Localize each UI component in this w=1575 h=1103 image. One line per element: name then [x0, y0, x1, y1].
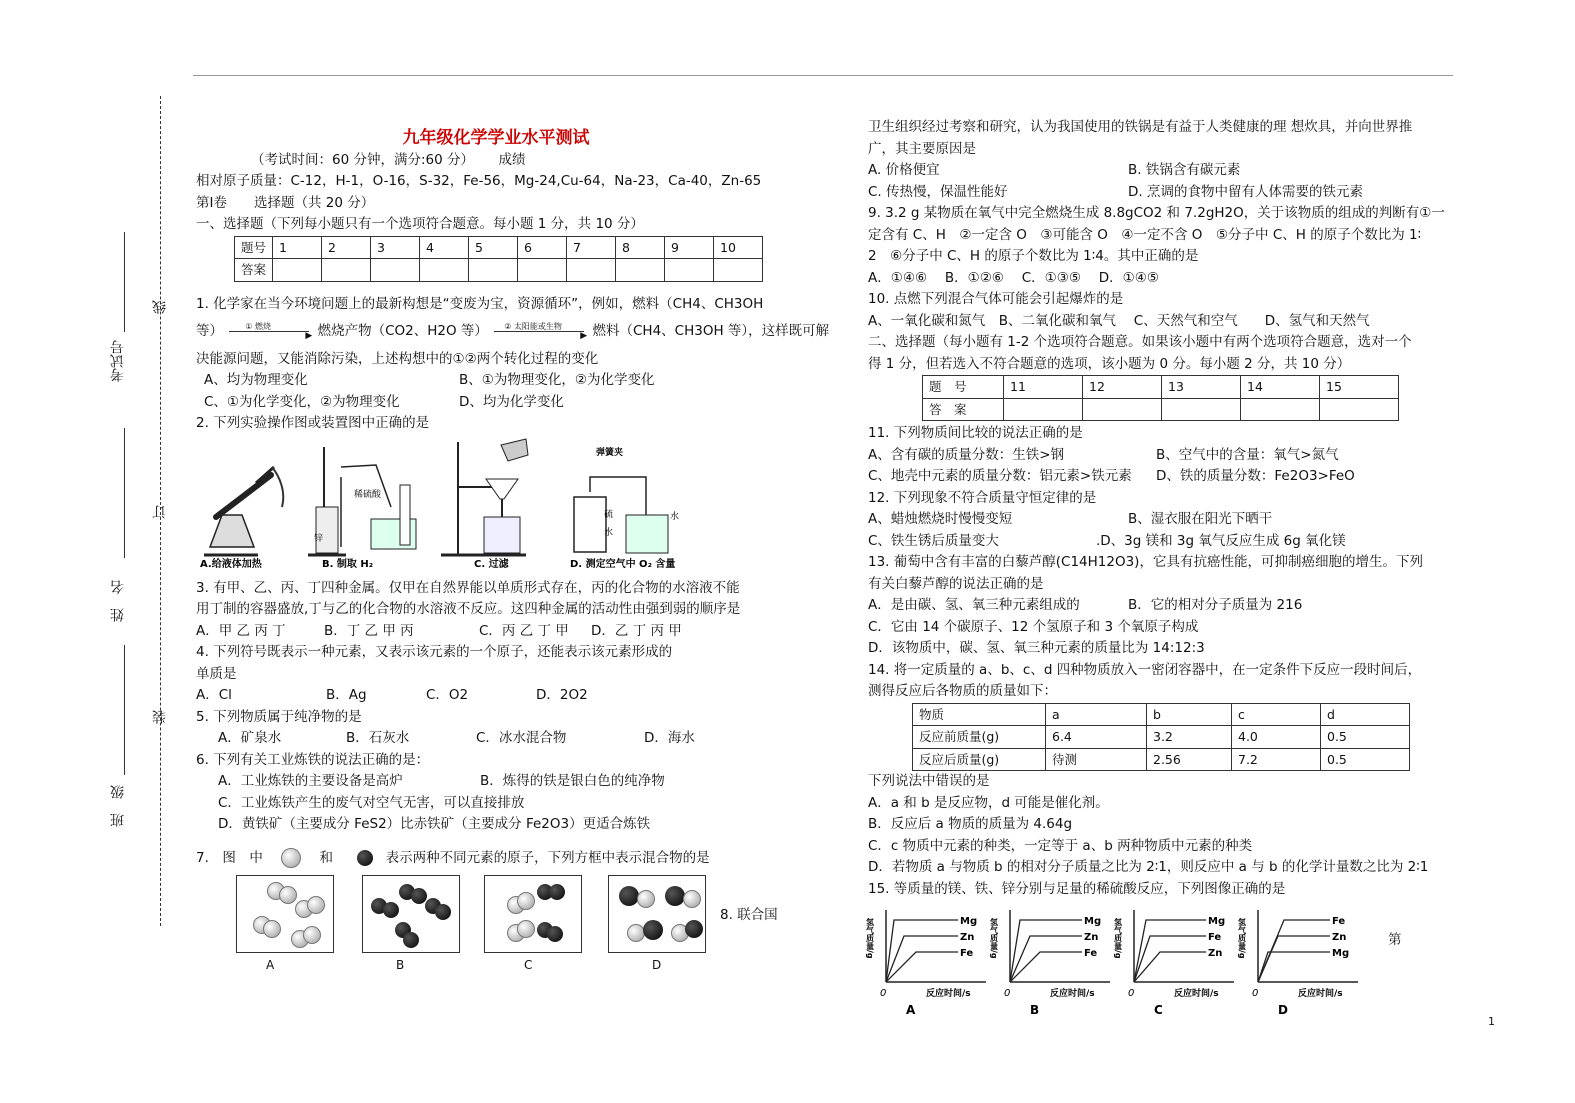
graph-label: C — [1154, 1003, 1163, 1017]
caption-d: D. 测定空气中 O₂ 含量 — [570, 558, 676, 570]
q6-stem: 6. 下列有关工业炼铁的说法正确的是： — [196, 751, 430, 768]
q10-options: A、一氧化碳和氮气 B、二氧化碳和氧气 C、天然气和空气 D、氢气和天然气 — [868, 312, 1370, 329]
table-cell: b — [1147, 703, 1232, 726]
option-d: D．乙 丁 丙 甲 — [591, 622, 682, 639]
curve-label: Mg — [1208, 916, 1226, 927]
q7-box-c — [484, 875, 582, 953]
x-axis-label: 反应时间/s — [1050, 989, 1095, 999]
answer-cell[interactable] — [273, 259, 322, 282]
table-cell: 13 — [1162, 376, 1241, 399]
zinc-label: 锌 — [314, 533, 324, 544]
answer-table-2 — [922, 375, 1399, 421]
table-cell: 4 — [420, 236, 469, 259]
table-cell: 3 — [371, 236, 420, 259]
name-label: 姓 名 — [110, 580, 126, 622]
q5-options — [196, 728, 796, 750]
water-label: 水 — [604, 527, 614, 538]
right-column — [865, 117, 1468, 1022]
caption-a: A.给液体加热 — [200, 558, 262, 570]
answer-cell[interactable] — [371, 259, 420, 282]
q11-options-cd — [868, 466, 1468, 488]
graph-curve — [1010, 936, 1082, 982]
option-b: B．石灰水 — [346, 730, 410, 746]
caption-b: B. 制取 H₂ — [322, 558, 374, 570]
option-a: A、均为物理变化 — [204, 372, 308, 388]
dark-atom-icon — [357, 850, 373, 866]
curve-label: Fe — [1208, 932, 1222, 943]
exam-number-blank — [124, 232, 125, 332]
y-axis-label: 氢气质量/g — [989, 918, 999, 959]
option-c: C. 传热慢，保温性能好 — [868, 183, 1008, 200]
page-title: 九年级化学学业水平测试 — [402, 128, 590, 148]
arrow-label: ② 太阳能或生物 — [504, 322, 562, 331]
table-cell: 4.0 — [1232, 726, 1321, 749]
q14-line2: 测得反应后各物质的质量如下： — [868, 683, 1057, 699]
q14-option-d: D．若物质 a 与物质 b 的相对分子质量之比为 2∶1，则反应中 a 与 b 的化学计量数之比为 2∶1 — [868, 859, 1429, 875]
option-a: A．是由碳、氢、氧三种元素组成的 — [868, 597, 1080, 613]
q8-line2: 广，其主要原因是 — [868, 140, 976, 157]
q15-stem: 15. 等质量的镁、铁、锌分别与足量的稀硫酸反应，下列图像正确的是 — [868, 880, 1286, 897]
box-label-b: B — [396, 958, 405, 972]
option-a: A、蜡烛燃烧时慢慢变短 — [868, 511, 1013, 527]
q13-options-ab — [868, 595, 1468, 617]
q1-line2 — [196, 321, 830, 343]
q10-stem: 10. 点燃下列混合气体可能会引起爆炸的是 — [868, 291, 1124, 307]
clip-label: 弹簧夹 — [596, 447, 624, 458]
table-cell: 14 — [1241, 376, 1320, 399]
y-axis-label: 氢气质量/g — [865, 918, 875, 959]
graph-origin: 0 — [1252, 988, 1259, 999]
option-b: B．Ag — [326, 687, 367, 703]
option-c: C、铁生锈后质量变大 — [868, 532, 999, 549]
page-number: 1 — [1488, 1015, 1495, 1028]
q7-box-a — [236, 875, 334, 953]
answer-cell[interactable] — [420, 259, 469, 282]
table-row — [923, 376, 1399, 399]
table-cell: 反应前质量(g) — [913, 726, 1046, 749]
q13-line1: 13. 葡萄中含有丰富的白藜芦醇(C14H12O3)，它具有抗癌性能，可抑制癌细胞的增生。下列 — [868, 554, 1423, 570]
option-d: D. 烹调的食物中留有人体需要的铁元素 — [1128, 183, 1363, 200]
class-label: 班 级 — [110, 785, 126, 827]
table-cell: 题 号 — [923, 376, 1004, 399]
table-row — [235, 259, 763, 282]
q14-option-a: A．a 和 b 是反应物，d 可能是催化剂。 — [868, 794, 1109, 811]
q1-options-ab — [196, 370, 796, 392]
q7-text: 7. 图 中 — [196, 849, 263, 866]
answer-cell[interactable] — [1083, 398, 1162, 421]
binding-xian: 线 — [152, 300, 168, 314]
q7-box-d — [608, 875, 706, 953]
table-cell: 7 — [567, 236, 616, 259]
x-axis-label: 反应时间/s — [1174, 989, 1219, 999]
option-a: A．工业炼铁的主要设备是高炉 — [218, 773, 403, 789]
table-row — [923, 398, 1399, 421]
curve-label: Mg — [1084, 916, 1102, 927]
q5-stem: 5. 下列物质属于纯净物的是 — [196, 708, 362, 725]
q3-options — [196, 621, 796, 643]
table-cell: 6 — [518, 236, 567, 259]
q7-stem — [196, 848, 796, 870]
curve-label: Fe — [960, 948, 974, 959]
option-c: C、地壳中元素的质量分数：铝元素>铁元素 — [868, 468, 1132, 484]
graph-curve — [1258, 920, 1330, 982]
answer-cell[interactable] — [469, 259, 518, 282]
option-b: B. 铁锅含有碳元素 — [1128, 162, 1241, 178]
graph-label: A — [906, 1003, 916, 1017]
table-cell: 5 — [469, 236, 518, 259]
atomic-mass: 相对原子质量：C-12，H-1，O-16，S-32，Fe-56，Mg-24,Cu-64，Na-23，Ca-40，Zn-65 — [196, 173, 762, 189]
option-d: D、铁的质量分数：Fe2O3>FeO — [1156, 468, 1355, 484]
graph-curve — [1258, 936, 1330, 982]
y-axis-label: 氢气质量/g — [1113, 918, 1123, 959]
table-cell: 反应后质量(g) — [913, 748, 1046, 771]
q8-options-ab — [868, 160, 1468, 182]
curve-label: Zn — [1208, 948, 1223, 959]
q12-options-cd — [868, 531, 1468, 553]
answer-table-1 — [234, 236, 763, 282]
name-blank — [124, 428, 125, 558]
q7-figure — [196, 875, 796, 979]
answer-cell[interactable] — [714, 259, 763, 282]
q8-line1: 卫生组织经过考察和研究，认为我国使用的铁锅是有益于人类健康的理 想炊具，并向世界推 — [868, 119, 1413, 135]
acid-label: 稀硫酸 — [354, 489, 382, 500]
table-cell: 待测 — [1046, 748, 1147, 771]
table-cell: 12 — [1083, 376, 1162, 399]
option-b: B．它的相对分子质量为 216 — [1128, 597, 1303, 613]
answer-cell[interactable] — [322, 259, 371, 282]
q15-graphs — [865, 904, 1468, 1022]
class-blank — [124, 645, 125, 775]
table-cell: 9 — [665, 236, 714, 259]
curve-label: Mg — [960, 916, 978, 927]
table-cell: 题号 — [235, 236, 273, 259]
curve-label: Zn — [1084, 932, 1099, 943]
q8-options-cd — [868, 182, 1468, 204]
option-d: .D、3g 镁和 3g 氧气反应生成 6g 氧化镁 — [1096, 532, 1346, 549]
option-a: A．甲 乙 丙 丁 — [196, 622, 286, 639]
answer-cell[interactable] — [616, 259, 665, 282]
q11-options-ab — [868, 445, 1468, 467]
option-a: A．Cl — [196, 687, 232, 703]
option-d: D．海水 — [644, 730, 695, 746]
x-axis-label: 反应时间/s — [1298, 989, 1343, 999]
option-c: C、①为化学变化，②为物理变化 — [204, 393, 400, 410]
q7-text: 表示两种不同元素的原子，下列方框中表示混合物的是 — [385, 849, 710, 866]
section-two-line1: 二、选择题（每小题有 1-2 个选项符合题意。如果该小题中有两个选项符合题意，选对一个 — [868, 334, 1412, 350]
table-cell: 8 — [616, 236, 665, 259]
left-column — [196, 128, 830, 979]
option-a: A. 价格便宜 — [868, 162, 940, 178]
q9-options: A．①④⑥ B．①②⑥ C．①③⑤ D．①④⑤ — [868, 269, 1159, 286]
binding-zhuang: 装 — [152, 710, 168, 724]
q1-text: 燃料（CH4、CH3OH 等），这样既可解 — [592, 323, 830, 339]
option-b: B．丁 乙 甲 丙 — [324, 622, 414, 639]
q13-option-c: C．它由 14 个碳原子、12 个氢原子和 3 个氧原子构成 — [868, 618, 1199, 635]
q14-option-c: C．c 物质中元素的种类，一定等于 a、b 两种物质中元素的种类 — [868, 837, 1253, 854]
y-axis-label: 氢气质量/g — [1237, 918, 1247, 959]
q1-text: 等） — [196, 323, 223, 339]
caption-c: C. 过滤 — [474, 558, 509, 570]
option-c: C．丙 乙 丁 甲 — [479, 622, 569, 639]
graph-origin: 0 — [1128, 988, 1135, 999]
table-row — [913, 726, 1410, 749]
exam-number-label: 考试号 — [110, 340, 126, 382]
answer-cell[interactable] — [1004, 398, 1083, 421]
q12-options-ab — [868, 509, 1468, 531]
q14-option-b: B．反应后 a 物质的质量为 4.64g — [868, 816, 1073, 832]
graph-curve — [1134, 936, 1206, 982]
x-axis-label: 反应时间/s — [926, 989, 971, 999]
q14-stem2: 下列说法中错误的是 — [868, 773, 990, 789]
curve-label: Mg — [1332, 948, 1350, 959]
graph-origin: 0 — [880, 988, 887, 999]
table-cell: 答案 — [235, 259, 273, 282]
option-a: A、含有碳的质量分数：生铁>钢 — [868, 446, 1065, 463]
q11-stem: 11. 下列物质间比较的说法正确的是 — [868, 425, 1083, 441]
q8-start: 8. 联合国 — [720, 907, 778, 923]
answer-cell[interactable] — [518, 259, 567, 282]
curve-label: Zn — [960, 932, 975, 943]
option-b: B、①为物理变化，②为化学变化 — [459, 372, 655, 388]
table-cell: c — [1232, 703, 1321, 726]
table-cell: 10 — [714, 236, 763, 259]
q9-line1: 9. 3.2 g 某物质在氧气中完全燃烧生成 8.8gCO2 和 7.2gH2O，关于该物质的组成的判断有①一 — [868, 205, 1445, 221]
q7-box-b — [362, 875, 460, 953]
graph-label: B — [1030, 1003, 1040, 1017]
answer-cell[interactable] — [1241, 398, 1320, 421]
option-c: C．冰水混合物 — [476, 730, 567, 746]
q2-stem: 2. 下列实验操作图或装置图中正确的是 — [196, 415, 430, 431]
q6-option-d: D．黄铁矿（主要成分 FeS2）比赤铁矿（主要成分 Fe2O3）更适合炼铁 — [218, 816, 651, 832]
graph-curve — [886, 920, 958, 982]
table-cell: a — [1046, 703, 1147, 726]
q6-option-c: C．工业炼铁产生的废气对空气无害，可以直接排放 — [218, 794, 525, 811]
q4-line2: 单质是 — [196, 665, 237, 682]
option-b: B、湿衣服在阳光下晒干 — [1128, 511, 1273, 527]
arrow-icon: ② 太阳能或生物 ▶ — [492, 324, 588, 338]
binding-ding: 订 — [152, 505, 168, 519]
section-one-heading: 一、选择题（下列每小题只有一个选项符合题意。每小题 1 分，共 10 分） — [196, 216, 644, 232]
answer-cell[interactable] — [1162, 398, 1241, 421]
option-a: A．矿泉水 — [218, 730, 282, 746]
q3-line1: 3. 有甲、乙、丙、丁四种金属。仅甲在自然界能以单质形式存在，丙的化合物的水溶液不能 — [196, 579, 740, 596]
q1-line3: 决能源问题，又能消除污染，上述构想中的①②两个转化过程的变化 — [196, 350, 599, 367]
curve-label: Fe — [1332, 916, 1346, 927]
table-cell: 物质 — [913, 703, 1046, 726]
box-label-c: C — [524, 958, 533, 972]
table-row — [913, 703, 1410, 726]
table-cell: d — [1321, 703, 1410, 726]
sulfur-label: 硫 — [604, 509, 614, 520]
answer-cell[interactable] — [665, 259, 714, 282]
graph-curve — [886, 936, 958, 982]
table-row — [235, 236, 763, 259]
table-cell: 1 — [273, 236, 322, 259]
q3-line2: 用丁制的容器盛放,丁与乙的化合物的水溶液不反应。这四种金属的活动性由强到弱的顺序是 — [196, 601, 741, 617]
q1-text: 燃烧产物（CO2、H2O 等） — [317, 323, 488, 339]
q9-line3: 2 ⑥分子中 C、H 的原子个数比为 1∶4。其中正确的是 — [868, 248, 1199, 264]
q1-options-cd — [196, 392, 796, 414]
answer-cell[interactable] — [567, 259, 616, 282]
option-c: C．O2 — [426, 687, 469, 703]
graph-curve — [886, 952, 958, 982]
table-cell: 2 — [322, 236, 371, 259]
reaction-mass-table — [912, 703, 1410, 772]
box-label-a: A — [266, 958, 275, 972]
curve-label: Zn — [1332, 932, 1347, 943]
table-cell: 答 案 — [923, 398, 1004, 421]
q4-line1: 4. 下列符号既表示一种元素，又表示该元素的一个原子，还能表示该元素形成的 — [196, 644, 673, 660]
table-cell: 6.4 — [1046, 726, 1147, 749]
option-d: D．2O2 — [536, 687, 588, 703]
q1-line1: 1. 化学家在当今环境问题上的最新构想是“变废为宝，资源循环”，例如，燃料（CH4、CH3OH — [196, 295, 764, 312]
box-label-d: D — [652, 958, 662, 972]
q13-option-d: D．该物质中，碳、氢、氧三种元素的质量比为 14:12:3 — [868, 640, 1205, 656]
table-row — [913, 748, 1410, 771]
light-atom-icon — [281, 848, 301, 868]
table-cell: 7.2 — [1232, 748, 1321, 771]
table-cell: 15 — [1320, 376, 1399, 399]
q4-options — [196, 685, 796, 707]
next-page-marker: 第 — [1388, 932, 1402, 948]
curve-label: Fe — [1084, 948, 1098, 959]
table-cell: 11 — [1004, 376, 1083, 399]
top-rule — [193, 75, 1453, 76]
graph-label: D — [1278, 1003, 1288, 1017]
graph-curve — [1134, 952, 1206, 982]
table-cell: 0.5 — [1321, 748, 1410, 771]
table-cell: 0.5 — [1321, 726, 1410, 749]
table-cell: 3.2 — [1147, 726, 1232, 749]
arrow-label: ① 燃烧 — [245, 322, 272, 331]
part-one-heading: 第Ⅰ卷 选择题（共 20 分） — [196, 194, 375, 211]
q7-text: 和 — [319, 849, 333, 866]
graph-curve — [1010, 920, 1082, 982]
water-label-2: 水 — [670, 511, 680, 522]
option-b: B．炼得的铁是银白色的纯净物 — [480, 773, 665, 789]
q12-stem: 12. 下列现象不符合质量守恒定律的是 — [868, 489, 1097, 506]
answer-cell[interactable] — [1320, 398, 1399, 421]
option-b: B、空气中的含量：氧气>氮气 — [1156, 446, 1339, 463]
q9-line2: 定含有 C、H ②一定含 O ③可能含 O ④一定不含 O ⑤分子中 C、H 的原子个数比为 1∶ — [868, 226, 1422, 243]
q15-graph-figure — [865, 904, 1428, 1022]
q6-options-ab — [196, 771, 796, 793]
section-two-line2: 得 1 分，但若选入不符合题意的选项，该小题为 0 分。每小题 2 分，共 10 分） — [868, 355, 1351, 372]
option-d: D、均为化学变化 — [459, 393, 564, 410]
q14-line1: 14. 将一定质量的 a、b、c、d 四种物质放入一密闭容器中，在一定条件下反应一段时间后， — [868, 661, 1422, 678]
q13-line2: 有关白藜芦醇的说法正确的是 — [868, 575, 1044, 592]
table-cell: 2.56 — [1147, 748, 1232, 771]
exam-info: （考试时间：60 分钟，满分:60 分） 成绩 — [251, 151, 526, 168]
q2-apparatus-figure — [196, 437, 696, 572]
graph-origin: 0 — [1004, 988, 1011, 999]
arrow-icon: ① 燃烧 ▶ — [227, 324, 313, 338]
